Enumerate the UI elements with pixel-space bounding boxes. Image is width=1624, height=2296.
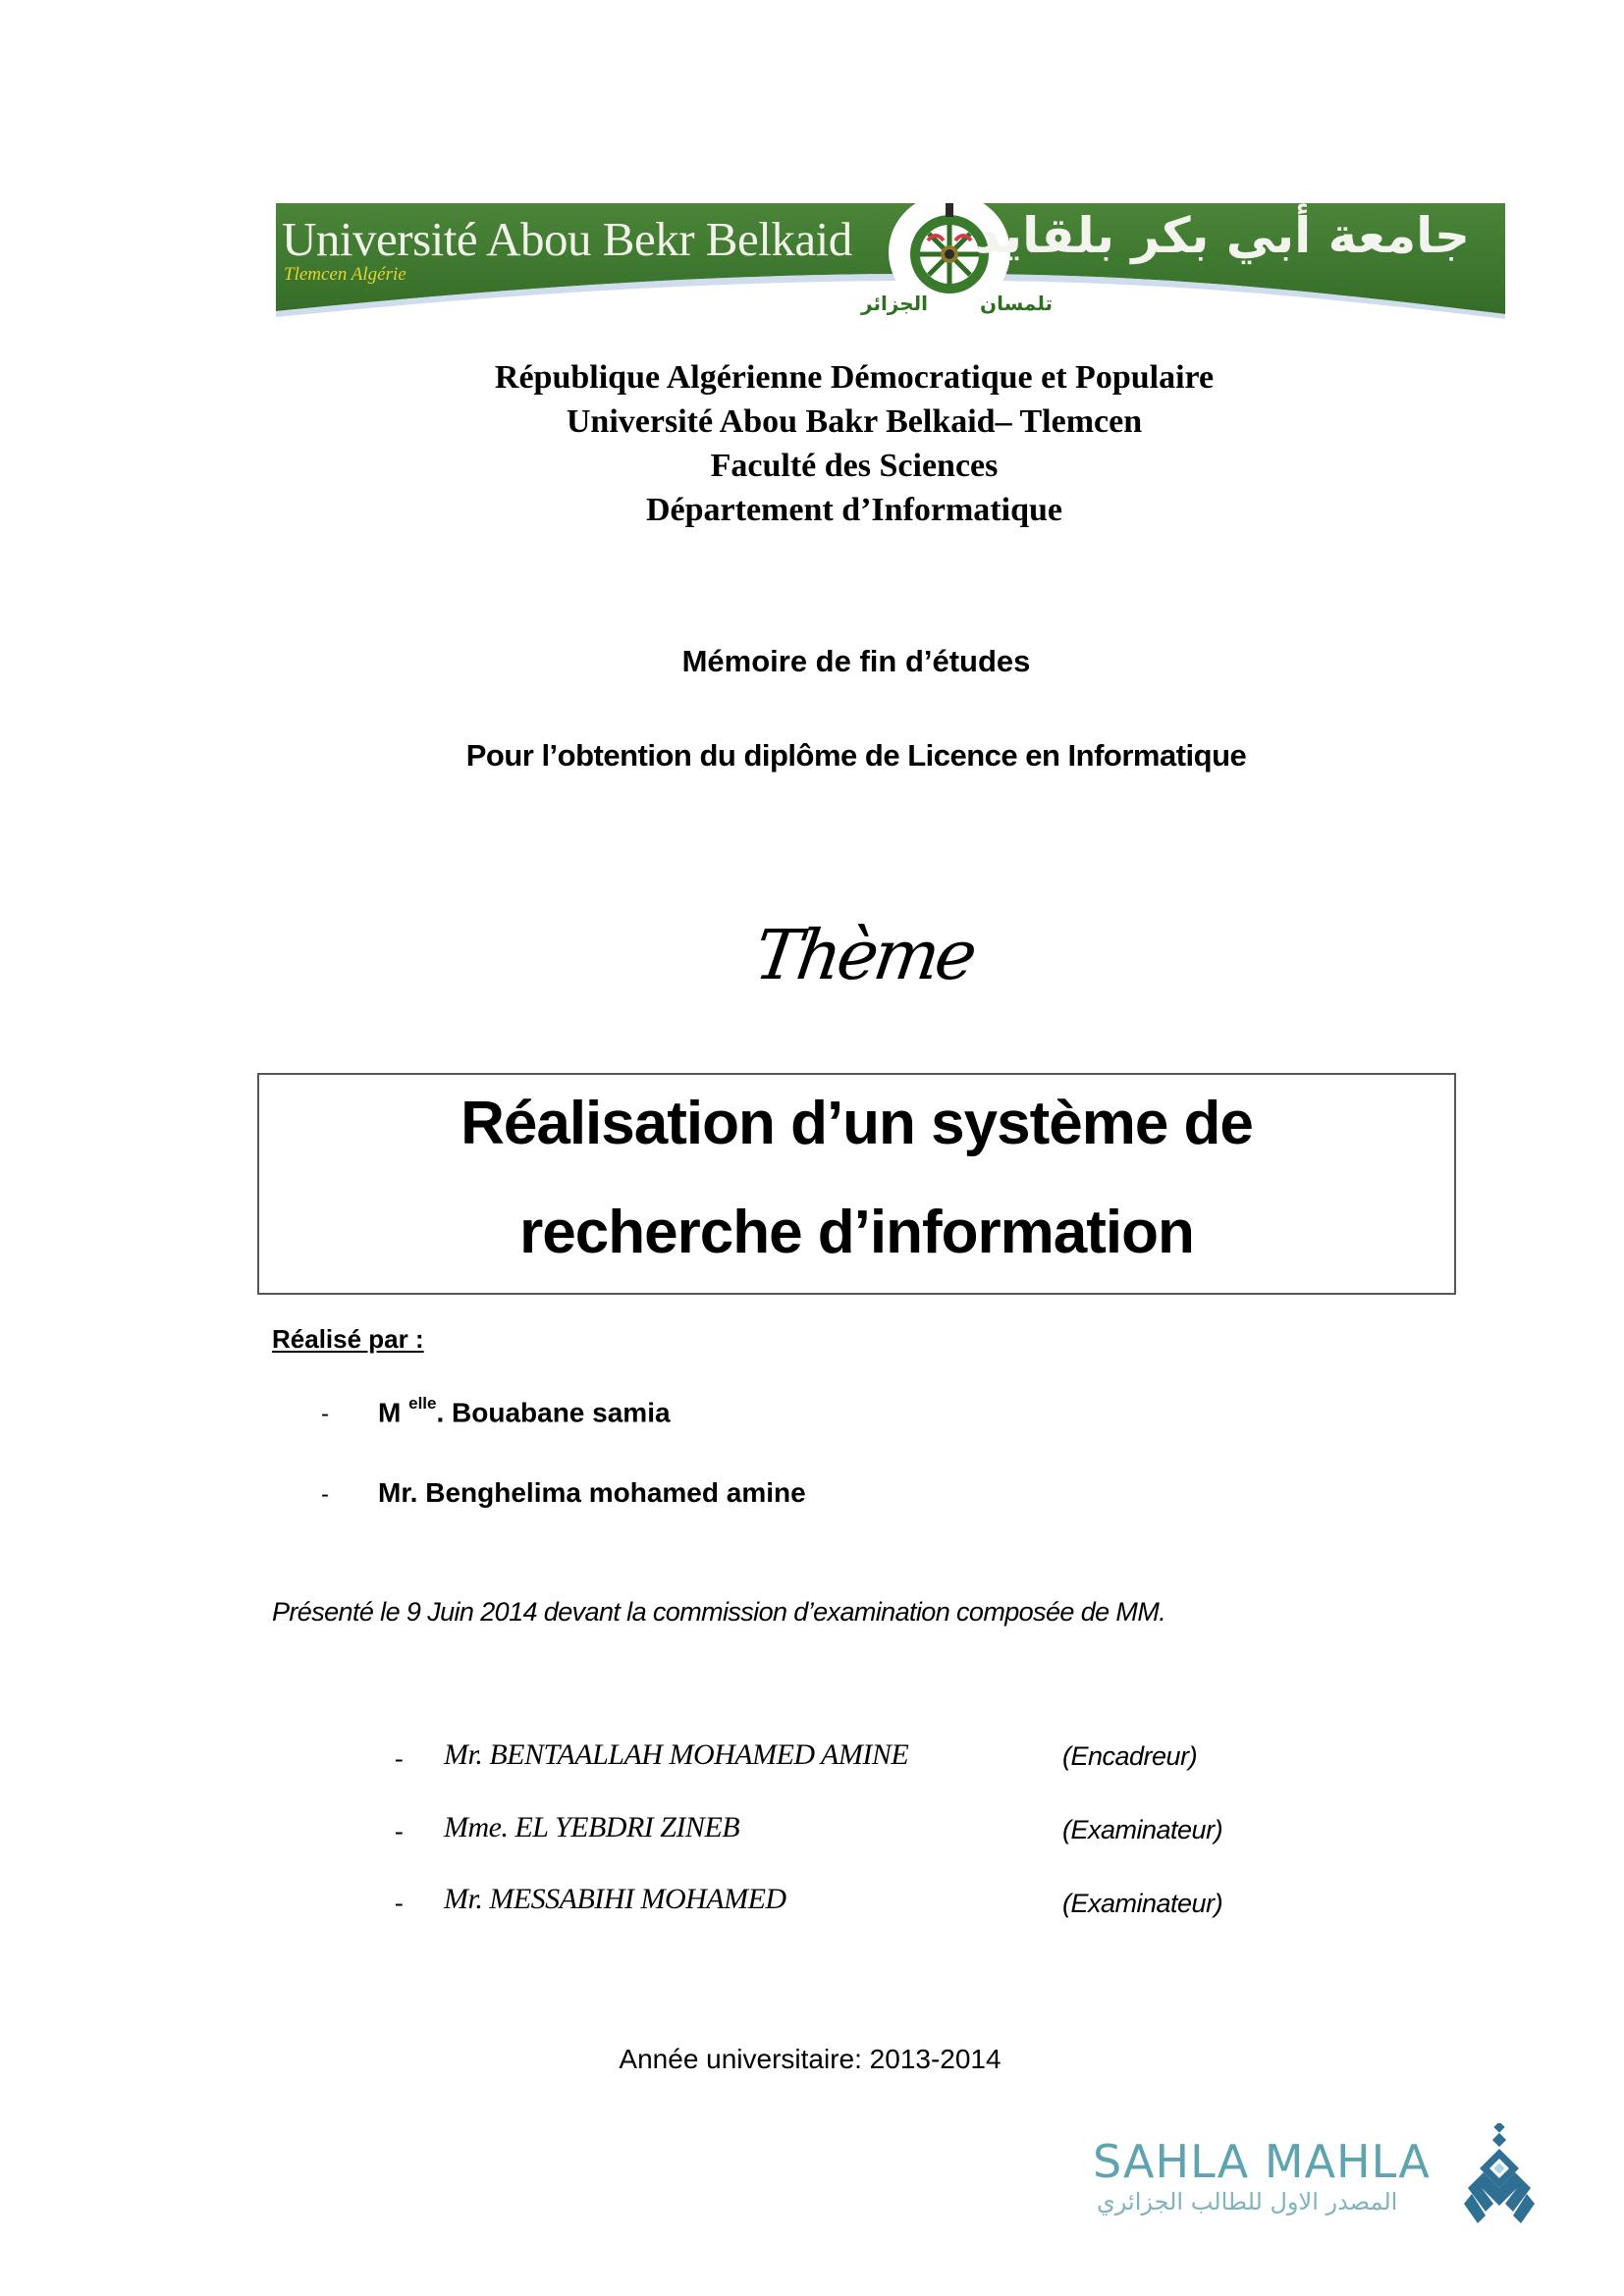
jury-member-name: Mr. BENTAALLAH MOHAMED AMINE — [444, 1738, 909, 1771]
diploma-line: Pour l’obtention du diplôme de Licence en Informatique — [465, 738, 1247, 773]
banner-city-ar: تلمسان — [980, 292, 1054, 315]
author-1-title-sup: elle — [408, 1394, 437, 1413]
watermark-tagline: المصدر الاول للطالب الجزائري — [1097, 2188, 1398, 2216]
authors-heading: Réalisé par : — [272, 1324, 424, 1354]
banner-university-name-ar: جامعة أبي بكر بلقايد — [975, 207, 1470, 264]
academic-year: Année universitaire: 2013-2014 — [619, 2044, 1001, 2074]
theme-label: Thème — [749, 915, 979, 995]
banner-university-name-fr: Université Abou Bekr Belkaid — [282, 212, 852, 266]
jury-bullet: - — [395, 1889, 404, 1917]
author-2: Mr. Benghelima mohamed amine — [378, 1477, 806, 1508]
author-bullet: - — [321, 1481, 329, 1508]
header-department: Département d’Informatique — [646, 492, 1062, 528]
header-university: Université Abou Bakr Belkaid– Tlemcen — [566, 403, 1143, 440]
memoire-type: Mémoire de fin d’études — [681, 644, 1031, 678]
header-republic: République Algérienne Démocratique et Populaire — [494, 359, 1215, 396]
banner-country-ar: الجزائر — [861, 292, 929, 315]
university-banner — [276, 203, 1505, 326]
author-1: M $^{elle}$. Bouabane samia — [378, 1394, 671, 1428]
thesis-title-line-1: Réalisation d’un système de — [460, 1090, 1253, 1157]
jury-member-role: (Examinateur) — [1062, 1889, 1223, 1918]
jury-bullet: - — [395, 1817, 404, 1845]
banner-location: Tlemcen Algérie — [284, 264, 406, 285]
author-bullet: - — [321, 1401, 329, 1427]
sahla-mahla-emblem-icon — [1464, 2123, 1535, 2226]
jury-member-name: Mme. EL YEBDRI ZINEB — [444, 1811, 740, 1843]
jury-bullet: - — [395, 1744, 404, 1773]
jury-member-role: (Examinateur) — [1062, 1815, 1223, 1844]
header-faculty: Faculté des Sciences — [710, 448, 999, 484]
watermark-brand: SAHLA MAHLA — [1093, 2135, 1431, 2188]
sahla-mahla-logo — [1093, 2123, 1544, 2236]
thesis-title-line-2: recherche d’information — [519, 1199, 1194, 1266]
jury-member-role: (Encadreur) — [1062, 1741, 1198, 1771]
presentation-statement: Présenté le 9 Juin 2014 devant la commission d’examination composée de MM. — [272, 1597, 1166, 1627]
thesis-title-box — [257, 1073, 1456, 1295]
jury-member-name: Mr. MESSABIHI MOHAMED — [444, 1883, 786, 1915]
